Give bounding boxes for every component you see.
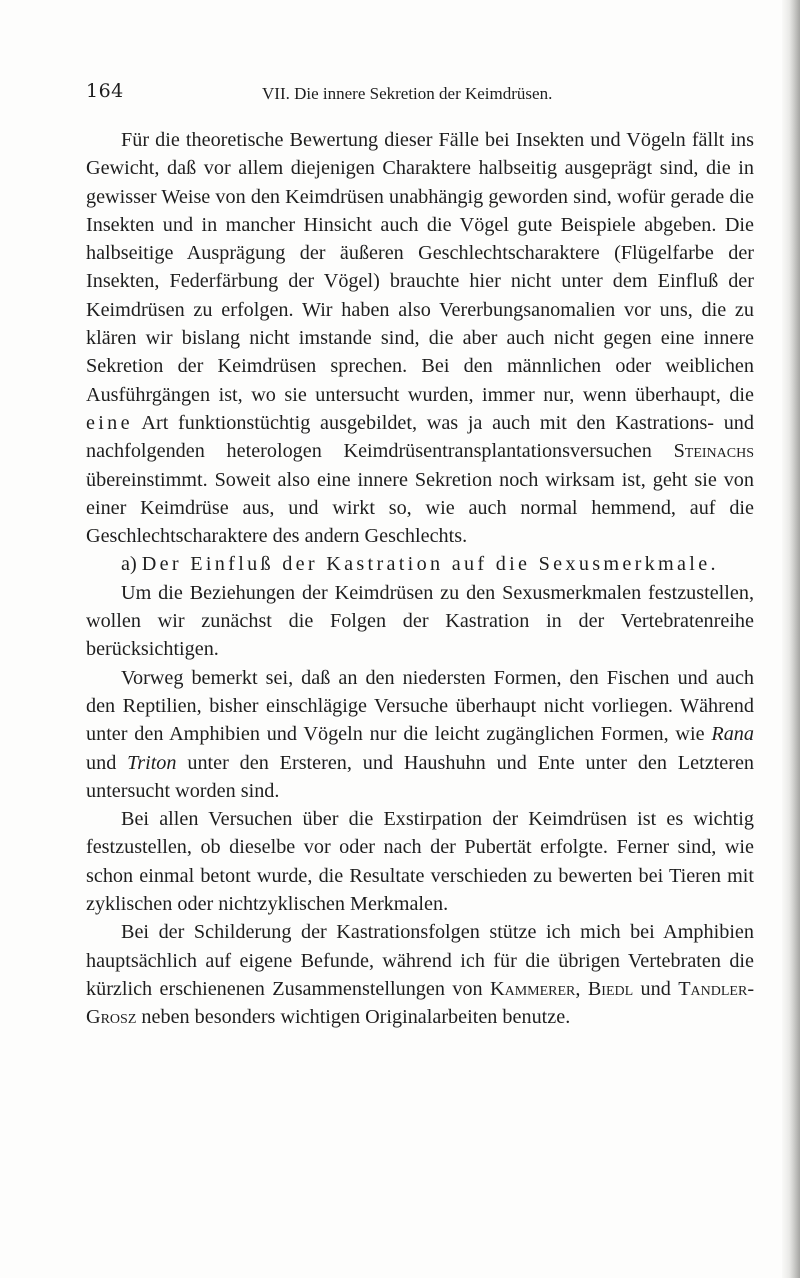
paragraph-1-continued: Art funktionstüchtig ausgebildet, was ja auch mit den Kastrations- und nachfolgenden heterologen Keimdrüsentransplantationsversuchen	[86, 411, 754, 463]
paragraph-5-text: Bei der Schilderung der Kastrationsfolgen stütze ich mich bei Amphibien hauptsächlich auf eigene Befunde, während ich für die übrigen Vertebraten die kürzlich erschienenen Zusammenstellungen von	[86, 921, 754, 1000]
paragraph-5-und: und	[640, 977, 671, 1000]
scan-edge-shadow	[782, 0, 800, 1278]
section-title: Der Einfluß der Kastration auf die Sexusmerkmale.	[141, 553, 719, 576]
body-text	[86, 126, 754, 1032]
paragraph-1-text: Für die theoretische Bewertung dieser Fälle bei Insekten und Vögeln fällt ins Gewicht, daß vor allem diejenigen Charaktere halbseitig ausgeprägt sind, die in gewisser Weise von den Keimdrüsen unabhängig geworden sind, wofür gerade die Insekten und in mancher Hinsicht auch die Vögel gute Beispiele abgeben. Die halbseitige Ausprägung der äußeren Geschlechtscharaktere (Flügelfarbe der Insekten, Federfärbung der Vögel) brauchte hier nicht unter dem Einfluß der Keimdrüsen zu erfolgen. Wir haben also Vererbungsanomalien vor uns, die zu klären wir bislang nicht imstande sind, die aber auch nicht gegen eine innere Sekretion der Keimdrüsen sprechen. Bei den männlichen oder weiblichen Ausführgängen ist, wo sie untersucht wurden, immer nur, wenn überhaupt, die	[86, 129, 754, 406]
running-head: VII. Die innere Sekretion der Keimdrüsen.	[262, 84, 553, 103]
species-rana: Rana	[711, 723, 754, 746]
paragraph-3-end: unter den Ersteren, und Haushuhn und Ente unter den Letzteren untersucht worden sind.	[86, 751, 755, 802]
paragraph-1	[86, 126, 754, 550]
comma: ,	[575, 977, 581, 1000]
emphasis-eine: eine	[86, 411, 133, 434]
author-tandler-grosz: Tandler-Grosz	[86, 977, 755, 1029]
paragraph-3	[86, 664, 754, 805]
section-label: a)	[121, 553, 137, 576]
author-kammerer: Kammerer	[490, 977, 576, 1000]
author-biedl: Biedl	[587, 977, 634, 1000]
species-triton: Triton	[127, 751, 177, 774]
paragraph-5	[86, 918, 754, 1031]
paragraph-3-und: und	[86, 751, 117, 774]
author-steinachs: Steinachs	[673, 440, 755, 463]
page-header	[86, 74, 706, 104]
paragraph-1-end: übereinstimmt. Soweit also eine innere Sekretion noch wirksam ist, geht sie von einer Keimdrüse aus, und wirkt so, wie auch normal hemmend, auf die Geschlechtscharaktere des andern Geschlechts.	[86, 468, 754, 548]
page-number: 164	[86, 80, 124, 102]
paragraph-3-text: Vorweg bemerkt sei, daß an den niedersten Formen, den Fischen und auch den Reptilien, bisher einschlägige Versuche überhaupt nicht vorliegen. Während unter den Amphibien und Vögeln nur die leicht zugänglichen Formen, wie	[86, 666, 754, 746]
paragraph-2: Um die Beziehungen der Keimdrüsen zu den Sexusmerkmalen festzustellen, wollen wir zunächst die Folgen der Kastration in der Vertebratenreihe berücksichtigen.	[86, 581, 754, 661]
paragraph-5-end: neben besonders wichtigen Originalarbeiten benutze.	[141, 1006, 571, 1029]
paragraph-4: Bei allen Versuchen über die Exstirpation der Keimdrüsen ist es wichtig festzustellen, ob dieselbe vor oder nach der Pubertät erfolgte. Ferner sind, wie schon einmal betont wurde, die Resultate verschieden zu bewerten bei Tieren mit zyklischen oder nichtzyklischen Merkmalen.	[86, 808, 754, 916]
section-heading	[86, 550, 754, 578]
